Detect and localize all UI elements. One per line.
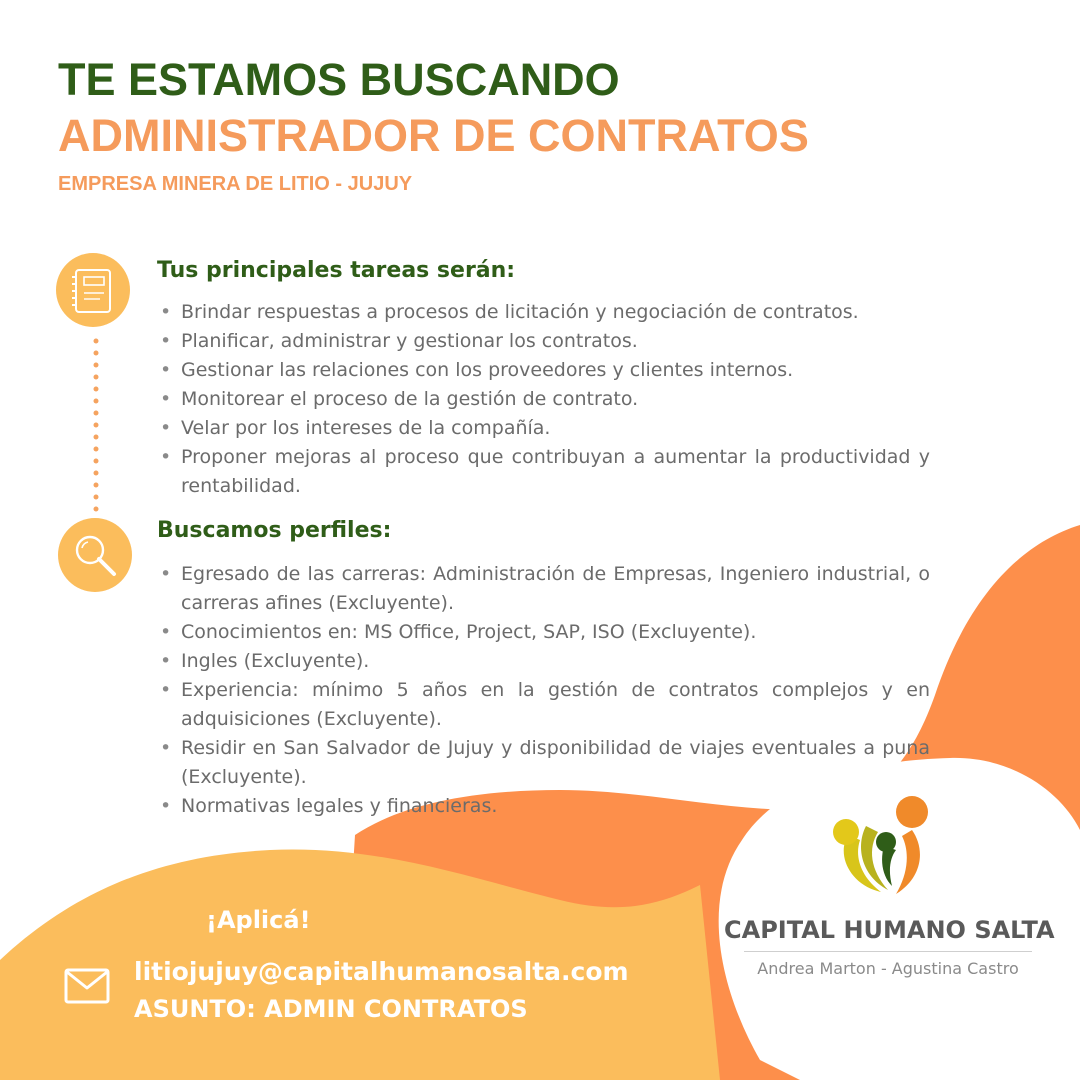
tasks-title: Tus principales tareas serán:	[157, 258, 516, 283]
brand-people: Andrea Marton - Agustina Castro	[757, 959, 1019, 978]
profile-item: • Normativas legales y financieras.	[160, 792, 930, 821]
profile-item: • Egresado de las carreras: Administración de Empresas, Ingeniero industrial, o carreras afines (Excluyente).	[160, 560, 930, 618]
profiles-list	[160, 560, 930, 821]
magnifier-icon	[58, 518, 132, 592]
profile-item: • Conocimientos en: MS Office, Project, SAP, ISO (Excluyente).	[160, 618, 930, 647]
capital-humano-logo-mark	[826, 790, 942, 900]
brand-divider	[744, 951, 1032, 952]
apply-label: ¡Aplicá!	[206, 906, 311, 934]
apply-subject: ASUNTO: ADMIN CONTRATOS	[134, 995, 528, 1023]
task-item: • Velar por los intereses de la compañía.	[160, 414, 930, 443]
tasks-badge	[56, 253, 130, 327]
profile-item: • Ingles (Excluyente).	[160, 647, 930, 676]
headline-searching: TE ESTAMOS BUSCANDO	[58, 54, 620, 105]
envelope-icon	[64, 968, 110, 1004]
task-item: • Brindar respuestas a procesos de licitación y negociación de contratos.	[160, 298, 930, 327]
notebook-icon	[56, 253, 130, 327]
task-item: • Proponer mejoras al proceso que contribuyan a aumentar la productividad y rentabilidad.	[160, 443, 930, 501]
headline-company: EMPRESA MINERA DE LITIO - JUJUY	[58, 173, 413, 195]
brand-name: CAPITAL HUMANO SALTA	[724, 916, 1055, 944]
task-item: • Monitorear el proceso de la gestión de contrato.	[160, 385, 930, 414]
task-item: • Gestionar las relaciones con los proveedores y clientes internos.	[160, 356, 930, 385]
task-item: • Planificar, administrar y gestionar los contratos.	[160, 327, 930, 356]
profile-item: • Residir en San Salvador de Jujuy y disponibilidad de viajes eventuales a puna (Excluyente).	[160, 734, 930, 792]
tasks-list	[160, 298, 930, 501]
apply-email-link[interactable]: litiojujuy@capitalhumanosalta.com	[134, 957, 629, 986]
profiles-badge	[58, 518, 132, 592]
profile-item: • Experiencia: mínimo 5 años en la gestión de contratos complejos y en adquisiciones (Excluyente).	[160, 676, 930, 734]
headline-position: ADMINISTRADOR DE CONTRATOS	[58, 110, 809, 161]
profiles-title: Buscamos perfiles:	[157, 518, 392, 543]
dotted-connector	[93, 338, 99, 514]
